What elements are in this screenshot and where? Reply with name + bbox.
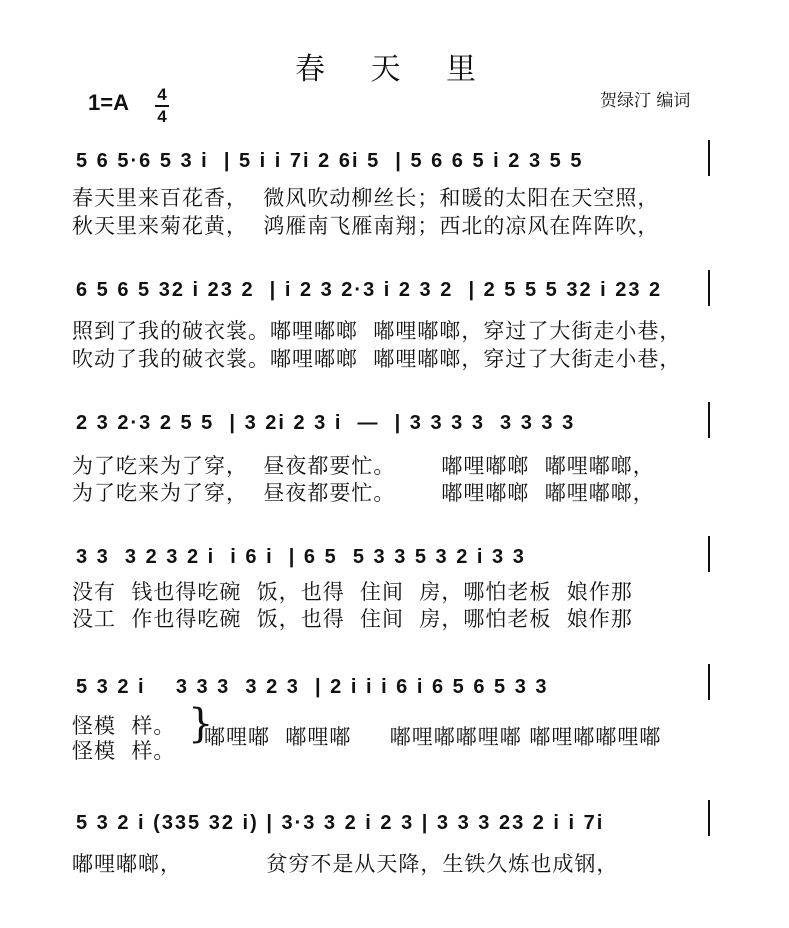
notation-line-5: 5 3 2 i 3 3 3 3 2 3 | 2 i i i 6 i 6 5 6 5 3 3 <box>76 676 549 698</box>
time-signature-top: 4 <box>157 85 167 104</box>
lyric-line-2b: 吹动了我的破衣裳。嘟哩嘟啷 嘟哩嘟啷，穿过了大街走小巷， <box>72 347 682 371</box>
bar-line <box>708 270 710 306</box>
bar-line <box>708 140 710 176</box>
bar-line <box>708 800 710 836</box>
lyric-line-4a: 没有 钱也得吃碗 饭，也得 住间 房，哪怕老板 娘作那 <box>72 580 633 604</box>
lyric-line-3a: 为了吃来为了穿， 昼夜都要忙。 嘟哩嘟啷 嘟哩嘟啷， <box>72 454 655 478</box>
time-signature-bottom: 4 <box>157 107 167 126</box>
notation-line-2: 6 5 6 5 32 i 23 2 | i 2 3 2·3 i 2 3 2 | 2 5 5 5 32 i 23 2 <box>76 279 663 301</box>
lyric-line-1a: 春天里来百花香， 微风吹动柳丝长；和暖的太阳在天空照， <box>72 186 660 210</box>
key-signature: 1=A <box>88 90 129 115</box>
lyric-line-5a: 怪模 样。 <box>72 714 176 738</box>
notation-line-3: 2 3 2·3 2 5 5 | 3 2i 2 3 i — | 3 3 3 3 3 3 3 3 <box>76 412 576 434</box>
brace-symbol: } <box>188 701 214 747</box>
lyric-line-1b: 秋天里来菊花黄， 鸿雁南飞雁南翔；西北的凉风在阵阵吹， <box>72 214 660 238</box>
notation-line-6: 5 3 2 i (335 32 i) | 3·3 3 2 i 2 3 | 3 3 3 23 2 i i 7i <box>76 812 605 834</box>
refrain-line: 嘟哩嘟 嘟哩嘟 嘟哩嘟嘟哩嘟 嘟哩嘟嘟哩嘟 <box>204 725 662 749</box>
bar-line <box>708 536 710 572</box>
lyric-line-3b: 为了吃来为了穿， 昼夜都要忙。 嘟哩嘟啷 嘟哩嘟啷， <box>72 481 655 505</box>
author-credit: 贺绿汀 编词 <box>600 91 691 111</box>
lyric-line-4b: 没工 作也得吃碗 饭，也得 住间 房，哪怕老板 娘作那 <box>72 607 633 631</box>
bar-line <box>708 402 710 438</box>
notation-line-4: 3 3 3 2 3 2 i i 6 i | 6 5 5 3 3 5 3 2 i 3 3 <box>76 546 526 568</box>
lyric-line-2a: 照到了我的破衣裳。嘟哩嘟啷 嘟哩嘟啷，穿过了大街走小巷， <box>72 319 682 343</box>
notation-line-1: 5 6 5·6 5 3 i | 5 i i 7i 2 6i 5 | 5 6 6 5 i 2 3 5 5 <box>76 150 584 172</box>
time-signature <box>155 86 169 126</box>
bar-line <box>708 664 710 700</box>
lyric-line-5b: 怪模 样。 <box>72 739 176 763</box>
page-title: 春 天 里 <box>294 52 495 87</box>
lyric-line-6a: 嘟哩嘟啷， 贫穷不是从天降，生铁久炼也成钢， <box>72 852 619 876</box>
